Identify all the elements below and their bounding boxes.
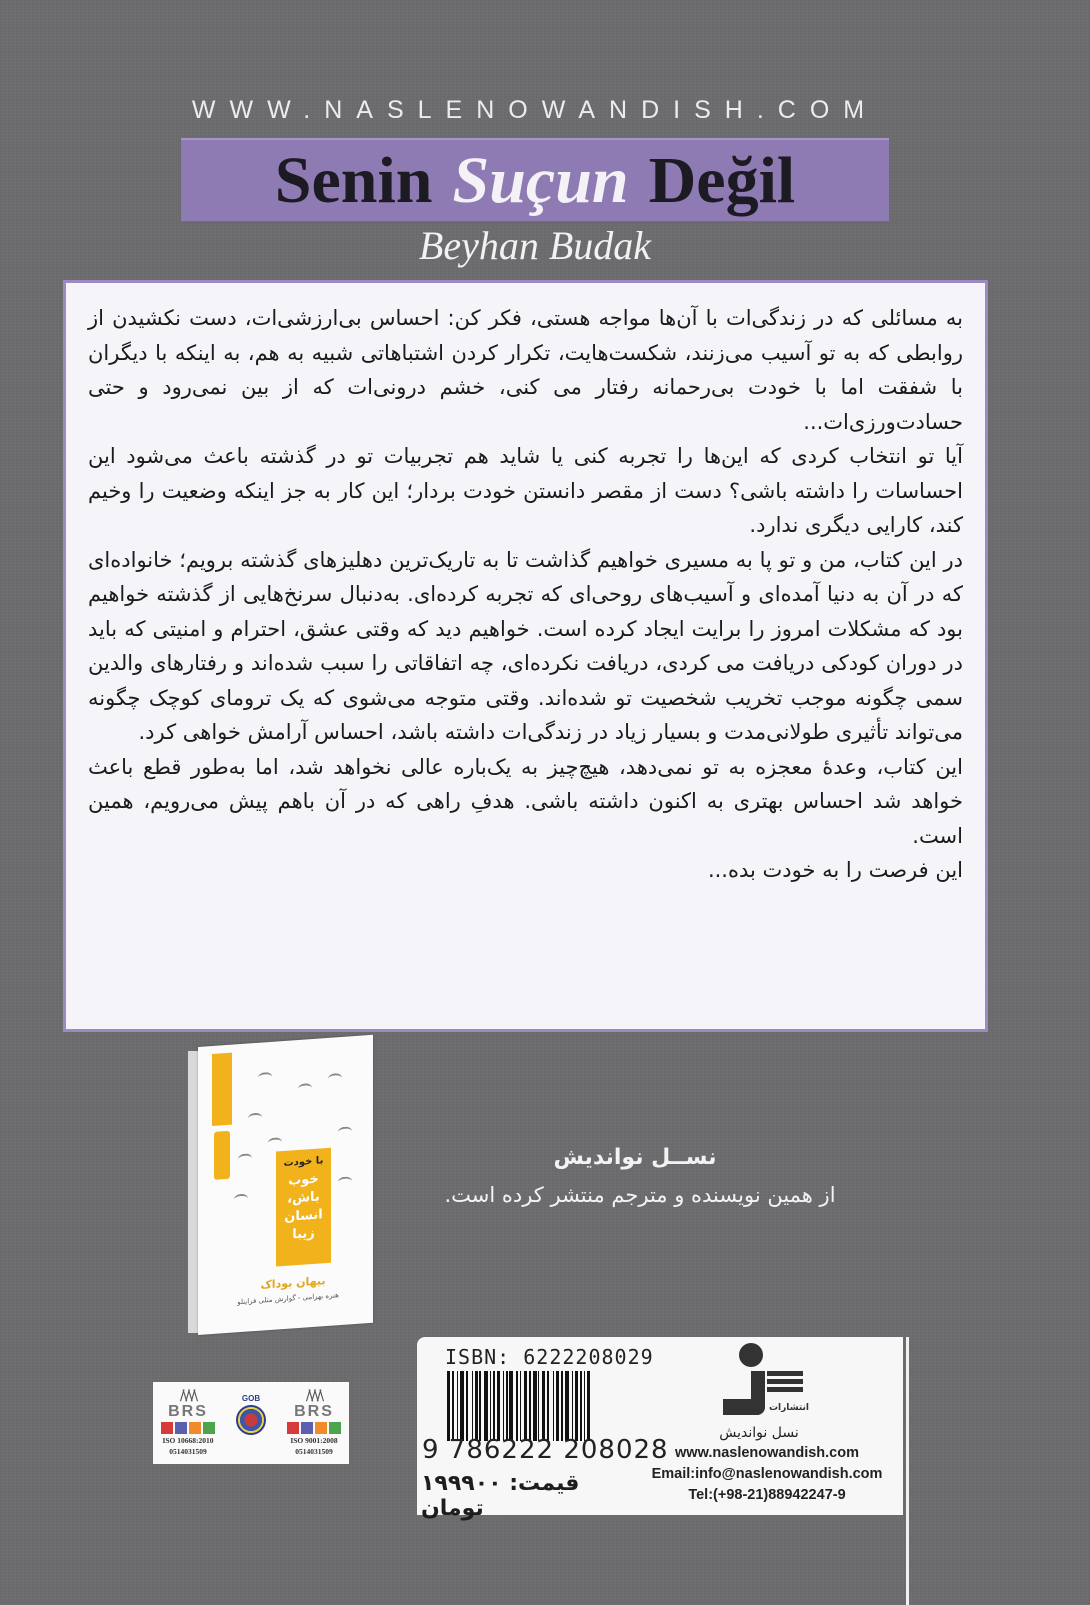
title-word-3: Değil (648, 143, 796, 217)
related-book-cover (188, 1047, 375, 1340)
dandelion-icon (234, 1194, 248, 1205)
publisher-logo-tab (212, 1053, 232, 1126)
dandelion-icon (248, 1113, 262, 1124)
brs-mountain-icon: /\/\/\ (179, 1388, 197, 1404)
publisher-note-text: از همین نویسنده و مترجم منتشر کرده است. (444, 1183, 836, 1207)
color-bars-icon (283, 1422, 345, 1434)
blurb-paragraph: در این کتاب، من و تو پا به مسیری خواهیم گذاشت تا به تاریک‌ترین دهلیزهای گذشته برویم؛ خانواده‌ای که در آن به دنیا آمده‌ای و آسیب‌های روحی‌ای که تجربه کرده‌ای. به‌دنبال سرنخ‌هایی از گذشته خواهیم بود که مشکلات امروز را برایت ایجاد کرده است. خواهیم دید که وقتی عشق، احترام و امنیتی که باید در دوران کودکی دریافت می کردی، دریافت نکرده‌ای، چه اتفاقاتی را سبب شده‌اند و رفتارهای والدین سمی چگونه موجب تخریب شخصیت تو شده‌اند. وقتی متوجه می‌شوی که یک ترومای کوچک چگونه می‌تواند تأثیری طولانی‌مدت و بسیار زیاد در زندگی‌ات داشته باشد، احساس آرامش خواهی کرد. (88, 547, 963, 744)
brs-badge-left: /\/\/\ BRS ISO 10668:2010 0514031509 (157, 1388, 219, 1456)
dandelion-icon (258, 1072, 272, 1083)
publisher-email: Email:info@naslenowandish.com (651, 1466, 883, 1482)
blurb-box (63, 280, 988, 1032)
publisher-name-heading: نســل نواندیش (553, 1145, 717, 1170)
blurb-paragraph: این کتاب، وعدهٔ معجزه به تو نمی‌دهد، هیچ‌چیز به یک‌باره عالی نخواهد شد، اما به‌طور قطع باعث خواهد شد احساس بهتری به اکنون داشته باشی. هدفِ راهی که در آن باهم پیش می‌رویم، همین است. (88, 754, 963, 848)
dandelion-icon (298, 1083, 312, 1094)
dandelion-icon (268, 1137, 282, 1148)
spine-edge-line (906, 1337, 909, 1605)
brs-mountain-icon: /\/\/\ (305, 1388, 323, 1404)
title-word-2: Suçun (452, 143, 629, 217)
publisher-name: نسل نواندیش (719, 1425, 799, 1441)
publisher-logo-icon: انتشارات (709, 1343, 805, 1427)
blurb-paragraph: این فرصت را به خودت بده... (707, 858, 963, 882)
ean-number: 9 786222 208028 (422, 1435, 669, 1465)
cover-title-block: با خودت خوب باش، انسان زیبا (276, 1148, 331, 1267)
dandelion-icon (338, 1176, 352, 1187)
isbn-label (417, 1337, 903, 1521)
dandelion-icon (328, 1073, 342, 1084)
book-title (181, 138, 889, 221)
author-name: Beyhan Budak (418, 223, 652, 268)
blurb-paragraph: به مسائلی که در زندگی‌ات با آن‌ها مواجه هستی، فکر کن: احساس بی‌ارزشی‌ات، دست نکشیدن از روابطی که به تو آسیب می‌زنند، شکست‌هایت، تکرار کردن اشتباهاتی شبیه به هم، به اینکه با دیگران با شفقت اما با خودت بی‌رحمانه رفتار می کنی، خشم درونی‌ات که از بین نمی‌رود و حتی حسادت‌ورزی‌ات... (88, 306, 963, 434)
price: قیمت: ۱۹۹۹۰۰ تومان (421, 1471, 580, 1521)
blurb-paragraph: آیا تو انتخاب کردی که این‌ها را تجربه کنی یا شاید هم تجربیات تو در گذشته باعث می‌شود این احساسات را داشته باشی؟ دست از مقصر دانستن خودت بردار؛ این کار به جز اینکه وضعیت را وخیم کند، کارایی دیگری ندارد. (88, 444, 963, 537)
gob-seal: GOB (233, 1394, 269, 1444)
isbn-number: ISBN: 6222208029 (445, 1345, 654, 1369)
cover-translators: هنره بهرامی - گوارش متلی فراینلو (237, 1291, 339, 1307)
publisher-phone: Tel:(+98-21)88942247-9 (688, 1487, 846, 1503)
title-word-1: Senin (274, 143, 433, 217)
book-front-cover (198, 1035, 373, 1335)
barcode-icon (447, 1371, 639, 1441)
publisher-website-link: www.naslenowandish.com (675, 1445, 859, 1461)
dandelion-icon (238, 1153, 252, 1164)
dandelion-icon (338, 1126, 352, 1137)
brs-badge-right: /\/\/\ BRS ISO 9001:2008 0514031509 (283, 1388, 345, 1456)
publisher-website: WWW.NASLENOWANDISH.COM (191, 96, 879, 124)
cover-author: بیهان بوداک (260, 1274, 326, 1292)
certification-badges (153, 1382, 349, 1464)
series-tab (214, 1131, 230, 1180)
gob-seal-icon (236, 1405, 266, 1435)
color-bars-icon (157, 1422, 219, 1434)
